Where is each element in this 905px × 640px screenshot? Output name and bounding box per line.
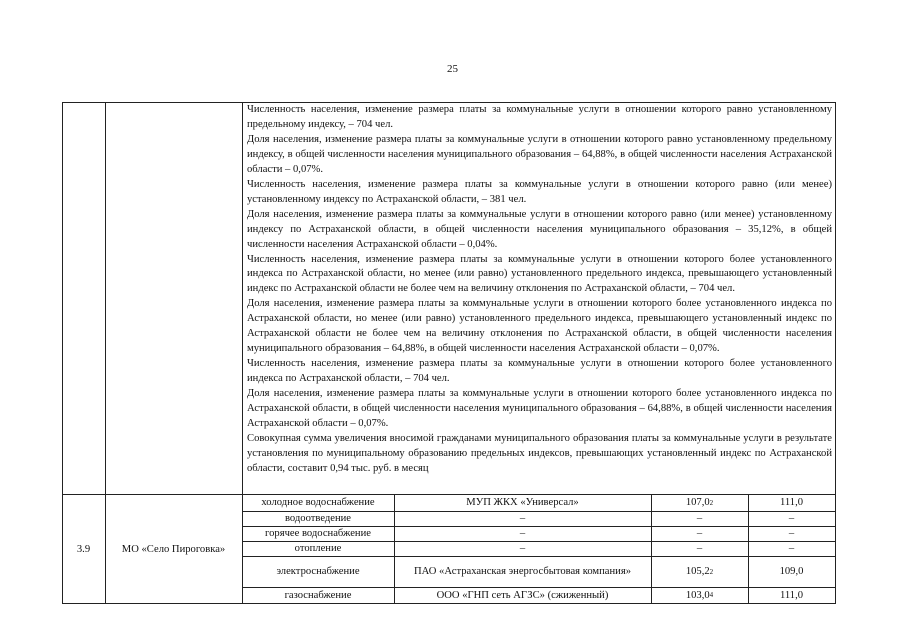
index-value: 103,0 4	[685, 589, 714, 601]
service-name: холодное водоснабжение	[261, 497, 375, 508]
indicators-text	[247, 103, 832, 477]
max-index-value: –	[788, 528, 795, 539]
paragraph: Численность населения, изменение размера платы за коммунальные услуги в отношении которого равно установленному предельному индексу, – 704 чел.	[247, 104, 832, 130]
max-index-value: –	[788, 513, 795, 524]
index-value: –	[696, 543, 703, 554]
index-value: –	[696, 528, 703, 539]
paragraph: Численность населения, изменение размера платы за коммунальные услуги в отношении которого равно (или менее) установленному индексу по Астраханской области, – 381 чел.	[247, 178, 832, 205]
paragraph: Совокупная сумма увеличения вносимой гражданами муниципального образования платы за коммунальные услуги в результате установления по муниципальному образованию предельных индексов, превышающих установленный индекс по Астраханской области, составит 0,94 тыс. руб. в месяц	[247, 432, 832, 474]
max-index-value: 111,0	[779, 589, 804, 601]
index-value-number: 107,0	[685, 497, 710, 508]
page-number: 25	[447, 63, 458, 75]
index-value: 107,0 2	[685, 497, 714, 508]
service-name: электроснабжение	[276, 566, 360, 577]
row-number: 3.9	[76, 543, 91, 555]
max-index-value: 109,0	[779, 566, 804, 577]
paragraph: Доля населения, изменение размера платы за коммунальные услуги в отношении которого равно (или менее) установленному индексу по Астраханской области, в общей численности населения муниципального образования – 35,12%, в общей численности населения Астраханской области – 0,04%.	[247, 208, 832, 250]
document-table	[62, 102, 836, 604]
table-border-right	[835, 102, 836, 604]
paragraph: Доля населения, изменение размера платы за коммунальные услуги в отношении которого более установленного индекса по Астраханской области, но менее (или равно) установленного предельного индекса, превышающего установленный индекс по Астраханской области не более чем на величину отклонения по Астраханской области, в общей численности населения муниципального образования – 64,88%, в общей численности населения Астраханской области – 0,07%.	[247, 298, 832, 355]
service-name: газоснабжение	[284, 589, 352, 601]
service-provider: –	[519, 528, 526, 539]
paragraph: Доля населения, изменение размера платы за коммунальные услуги в отношении которого равно установленному предельному индексу, в общей численности населения муниципального образования – 64,88%, в общей численности населения Астраханской области – 0,07%.	[247, 133, 832, 175]
service-name: горячее водоснабжение	[265, 528, 371, 539]
index-value: –	[696, 513, 703, 524]
paragraph: Численность населения, изменение размера платы за коммунальные услуги в отношении которого более установленного индекса по Астраханской области, но менее (или равно) установленного предельного индекса, превышающего установленный индекс по Астраханской области не более чем на величину отклонения по Астраханской области, – 704 чел.	[247, 253, 832, 295]
paragraph: Доля населения, изменение размера платы за коммунальные услуги в отношении которого более установленного индекса по Астраханской области, в общей численности населения муниципального образования – 64,88%, в общей численности населения Астраханской области – 0,07%.	[247, 388, 832, 430]
index-value: 105,2 2	[685, 566, 714, 577]
service-provider: ПАО «Астраханская энергосбытовая компания»	[413, 566, 631, 577]
service-provider: –	[519, 513, 526, 524]
index-value-number: 103,0	[685, 589, 710, 601]
service-provider: –	[519, 543, 526, 554]
municipality-name: МО «Село Пироговка»	[121, 543, 226, 555]
max-index-value: –	[788, 543, 795, 554]
max-index-value: 111,0	[779, 497, 804, 508]
index-value-number: 105,2	[685, 566, 710, 577]
service-name: отопление	[294, 543, 342, 554]
paragraph: Численность населения, изменение размера платы за коммунальные услуги в отношении которого более установленного индекса по Астраханской области, – 704 чел.	[247, 358, 832, 385]
service-provider: ООО «ГНП сеть АГЗС» (сжиженный)	[436, 589, 609, 601]
service-name: водоотведение	[284, 513, 352, 524]
service-provider: МУП ЖКХ «Универсал»	[466, 497, 579, 508]
